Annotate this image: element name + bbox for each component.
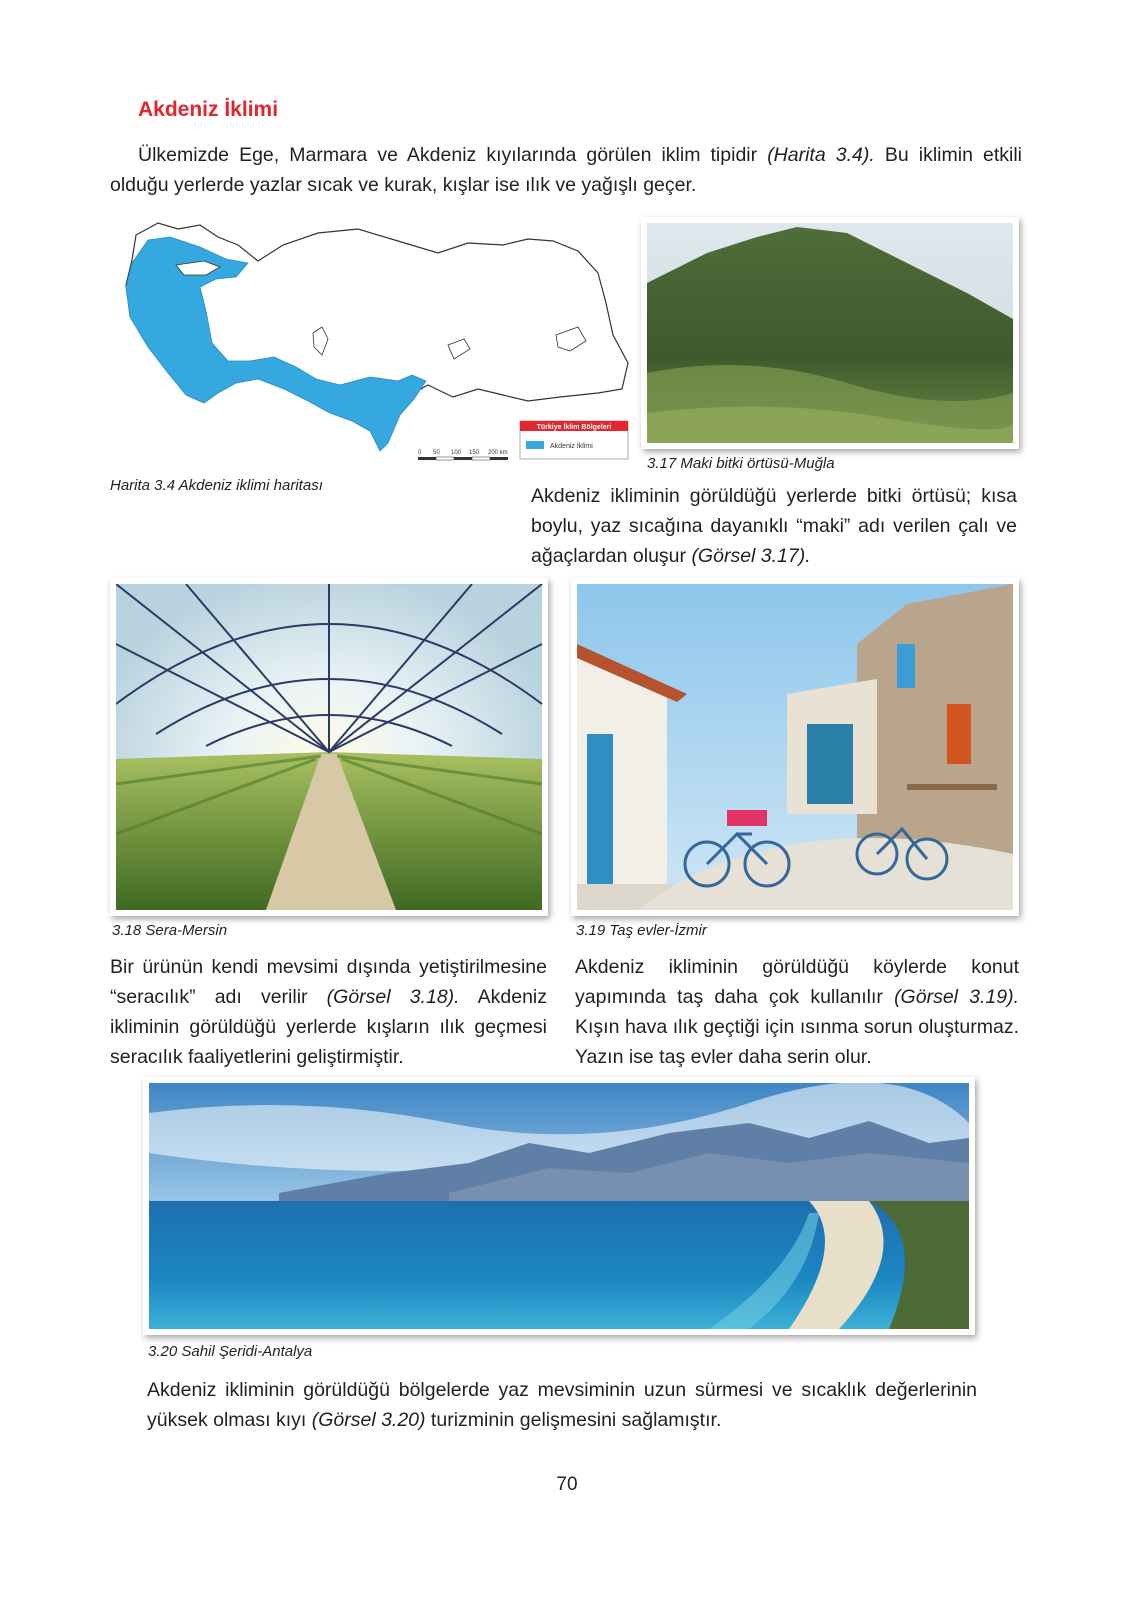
- sera-text-a: Bir ürünün kendi mevsimi dışında yetiştirilmesine “seracılık” adı verilir: [110, 956, 547, 1008]
- maki-ref: (Görsel 3.17).: [691, 545, 811, 567]
- sera-text-b: Akdeniz ikliminin görüldüğü yerlerde kışların ılık geçmesi seracılık faaliyetlerini geliştirmiştir.: [110, 986, 547, 1068]
- intro-text-a: Ülkemizde Ege, Marmara ve Akdeniz kıyılarında görülen iklim tipidir: [138, 144, 768, 166]
- maki-caption: 3.17 Maki bitki örtüsü-Muğla: [647, 455, 835, 472]
- legend-title: Türkiye İklim Bölgeleri: [536, 424, 612, 431]
- photo-sera: [110, 578, 548, 916]
- sahil-paragraph: [147, 1375, 977, 1435]
- tas-text-a: Akdeniz ikliminin görüldüğü köylerde konut yapımında taş daha çok kullanılır: [575, 956, 1019, 1008]
- scale-label-150: 150: [469, 450, 480, 456]
- photo-sahil: [143, 1077, 975, 1335]
- sera-paragraph: [110, 952, 547, 1072]
- section-title: Akdeniz İklimi: [138, 98, 279, 121]
- sahil-text-a: Akdeniz ikliminin görüldüğü bölgelerde yaz mevsiminin uzun sürmesi ve sıcaklık değerlerinin yüksek olması kıyı: [147, 1379, 977, 1431]
- sahil-caption: 3.20 Sahil Şeridi-Antalya: [148, 1343, 313, 1360]
- page-number: 70: [556, 1474, 578, 1495]
- sahil-ref: (Görsel 3.20): [311, 1409, 426, 1431]
- scale-label-50: 50: [433, 450, 440, 456]
- climate-map: [108, 215, 633, 465]
- intro-map-ref: (Harita 3.4).: [767, 144, 875, 166]
- intro-text-b: Bu iklimin etkili olduğu yerlerde yazlar sıcak ve kurak, kışlar ise ılık ve yağışlı geçer.: [110, 144, 1022, 196]
- scale-label-100: 100: [451, 450, 462, 456]
- legend-item: Akdeniz İklimi: [550, 443, 593, 450]
- scale-label-0: 0: [418, 450, 422, 456]
- sera-caption: 3.18 Sera-Mersin: [112, 922, 228, 939]
- sera-ref: (Görsel 3.18).: [326, 986, 460, 1008]
- scale-label-200: 200 km: [488, 450, 508, 456]
- photo-tas-evler: [571, 578, 1019, 916]
- maki-paragraph: [531, 481, 1017, 571]
- scale-bar: [418, 457, 508, 460]
- map-caption: Harita 3.4 Akdeniz iklimi haritası: [110, 477, 323, 494]
- tas-paragraph: [575, 952, 1019, 1072]
- tas-ref: (Görsel 3.19).: [894, 986, 1019, 1008]
- sahil-text-b: turizminin gelişmesini sağlamıştır.: [425, 1409, 722, 1431]
- photo-maki: [641, 217, 1019, 449]
- maki-text: Akdeniz ikliminin görüldüğü yerlerde bitki örtüsü; kısa boylu, yaz sıcağına dayanıklı “maki” adı verilen çalı ve ağaçlardan oluşur: [531, 485, 1017, 567]
- legend-swatch: [526, 441, 544, 449]
- tas-caption: 3.19 Taş evler-İzmir: [576, 922, 707, 939]
- intro-paragraph: [110, 140, 1022, 200]
- tas-text-b: Kışın hava ılık geçtiği için ısınma sorun oluşturmaz. Yazın ise taş evler daha serin olur.: [575, 1016, 1019, 1068]
